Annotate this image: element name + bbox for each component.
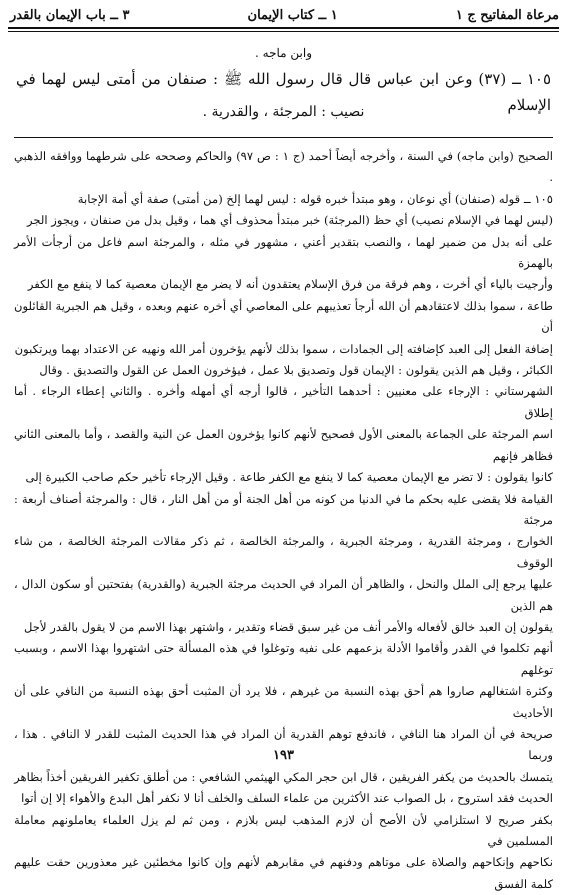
commentary-line: (ليس لهما في الإسلام نصيب) أي حظ (المرجئة) خبر مبتدأ محذوف أي هما ، وقيل بدل من صنفان ، ويجوز الجر bbox=[26, 213, 553, 228]
hadith-text: ١٠٥ ــ (٣٧) وعن ابن عباس قال قال رسول الله ﷺ : صنفان من أمتى ليس لهما في الإسلام bbox=[16, 70, 551, 114]
commentary-line: عليها يرجع إلى الملل والنحل ، والظاهر أن المراد في الحديث مرجئة الجبرية (والقدرية) بفتحتين أو سكون الدال ، هم الذين bbox=[14, 577, 553, 613]
commentary-line: ١٠٥ ــ قوله (صنفان) أي نوعان ، وهو مبتدأ خبره قوله : ليس لهما إلخ (من أمتى) صفة أي أمة الإجابة bbox=[77, 191, 553, 206]
commentary-line: بكفر صريح لا استلزامي لأن الأصح أن لازم المذهب ليس بلازم ، ومن ثم لم يزل العلماء يعاملونهم معاملة المسلمين في bbox=[14, 812, 553, 848]
commentary bbox=[14, 146, 553, 895]
commentary-line: إضافة الفعل إلى العبد كإضافته إلى الجمادات ، سموا بذلك لأنهم يؤخرون أمر الله ونهيه عن الاعتداد بهما ويرتكبون bbox=[14, 341, 553, 356]
commentary-line: الخوارج ، ومرجئة القدرية ، ومرجئة الجبرية ، والمرجئة الخالصة ، ثم ذكر مقالات المرجئة الخالصة ، من شاء الوقوف bbox=[14, 534, 553, 570]
commentary-line: يتمسك بالحديث من يكفر الفريقين ، قال ابن حجر المكي الهيثمي الشافعي : من أطلق تكفير الفريقين أخذاً بظاهر bbox=[14, 769, 553, 784]
commentary-line: على أنه بدل من ضمير لهما ، والنصب بتقدير أعني ، مشهور في مثله ، والمرجئة اسم فاعل من أرجأت الأمر بالهمزة bbox=[14, 234, 553, 271]
header-section-title: ٣ ــ باب الإيمان بالقدر bbox=[10, 7, 130, 23]
commentary-line: وأرجيت بالياء أي أخرت ، وهم فرقة من فرق الإسلام يعتقدون أنه لا يضر مع الإيمان معصية كما لا ينفع مع الكفر bbox=[27, 277, 553, 292]
page-number: ١٩٣ bbox=[273, 748, 294, 763]
header-book-chapter: ١ ــ كتاب الإيمان bbox=[247, 7, 338, 23]
commentary-line: الشهرستاني : الإرجاء على معنيين : أحدهما التأخير ، قالوا أرجه أي أمهله وأخره . والثاني إعطاء الرجاء . أما إطلاق bbox=[14, 384, 553, 420]
commentary-line: وكثرة اشتغالهم صاروا هم أحق بهذه النسبة من غيرهم ، فلا يرد أن المثبت أحق بهذه النسبة من النافي على أن الأحاديث bbox=[14, 684, 553, 720]
commentary-line: يقولون إن العبد خالق لأفعاله والأمر أنف من غير سبق قضاء وتقدير ، واشتهر بهذا الاسم من لا يقول بالقدر لأجل bbox=[24, 619, 553, 634]
commentary-line: كانوا يقولون : لا تضر مع الإيمان معصية كما لا ينفع مع الكفر طاعة . وقيل الإرجاء تأخير حكم صاحب الكبيرة إلى bbox=[25, 470, 553, 485]
previous-hadith-end: وابن ماجه . bbox=[255, 46, 312, 60]
commentary-line: الصحيح (وابن ماجه) في السنة ، وأخرجه أيضاً أحمد (ج ١ : ص ٩٧) والحاكم وصححه على شرطهما ووافقه الذهبي . bbox=[14, 149, 554, 185]
commentary-line: طاعة ، سموا بذلك لاعتقادهم أن الله أرجأ تعذيبهم على المعاصي أي أخره عنهم وبعده ، وقيل هم الجبرية القائلون أن bbox=[14, 298, 553, 335]
running-header bbox=[10, 4, 559, 26]
commentary-line: اسم المرجئة على الجماعة بالمعنى الأول فصحيح لأنهم كانوا يؤخرون العمل عن النية والقصد ، وأما بالمعنى الثاني فظاهر فإنهم bbox=[14, 427, 553, 463]
header-book-title: مرعاة المفاتيح ج ١ bbox=[455, 7, 559, 23]
header-rule bbox=[8, 27, 559, 32]
hadith-continuation: نصيب : المرجئة ، والقدرية . bbox=[202, 104, 365, 120]
commentary-line: القيامة فلا يقضى عليه بحكم ما في الدنيا من كونه من أهل الجنة أو من أهل النار ، قال : والمرجئة أصناف أربعة : مرجئة bbox=[14, 491, 553, 527]
commentary-line: الحديث فقد استروح ، بل الصواب عند الأكثرين من علماء السلف والخلف أنا لا نكفر أهل البدع والأهواء إلا إن أتوا bbox=[21, 791, 553, 806]
commentary-line: صريحة في أن المراد هنا النافي ، فاندفع توهم القدرية أن المراد في هذا الحديث المثبت للقدر لا النافي . هذا ، وربما bbox=[14, 726, 553, 763]
footnote-separator bbox=[14, 137, 553, 138]
commentary-line: أنهم تكلموا في القدر وأقاموا الأدلة بزعمهم على نفيه وتوغلوا في هذه المسألة حتى اشتهروا بهذا الاسم ، وبسبب توغلهم bbox=[14, 641, 553, 677]
commentary-line: الكبائر ، وقيل هم الذين يقولون : الإيمان قول وتصديق بلا عمل ، فيؤخرون العمل عن القول والتصديق . وقال bbox=[39, 363, 553, 378]
commentary-line: نكاحهم وإنكاحهم والصلاة على موتاهم ودفنهم في مقابرهم لأنهم وإن كانوا مخطئين غير معذورين حقت عليهم كلمة الفسق bbox=[14, 855, 553, 891]
